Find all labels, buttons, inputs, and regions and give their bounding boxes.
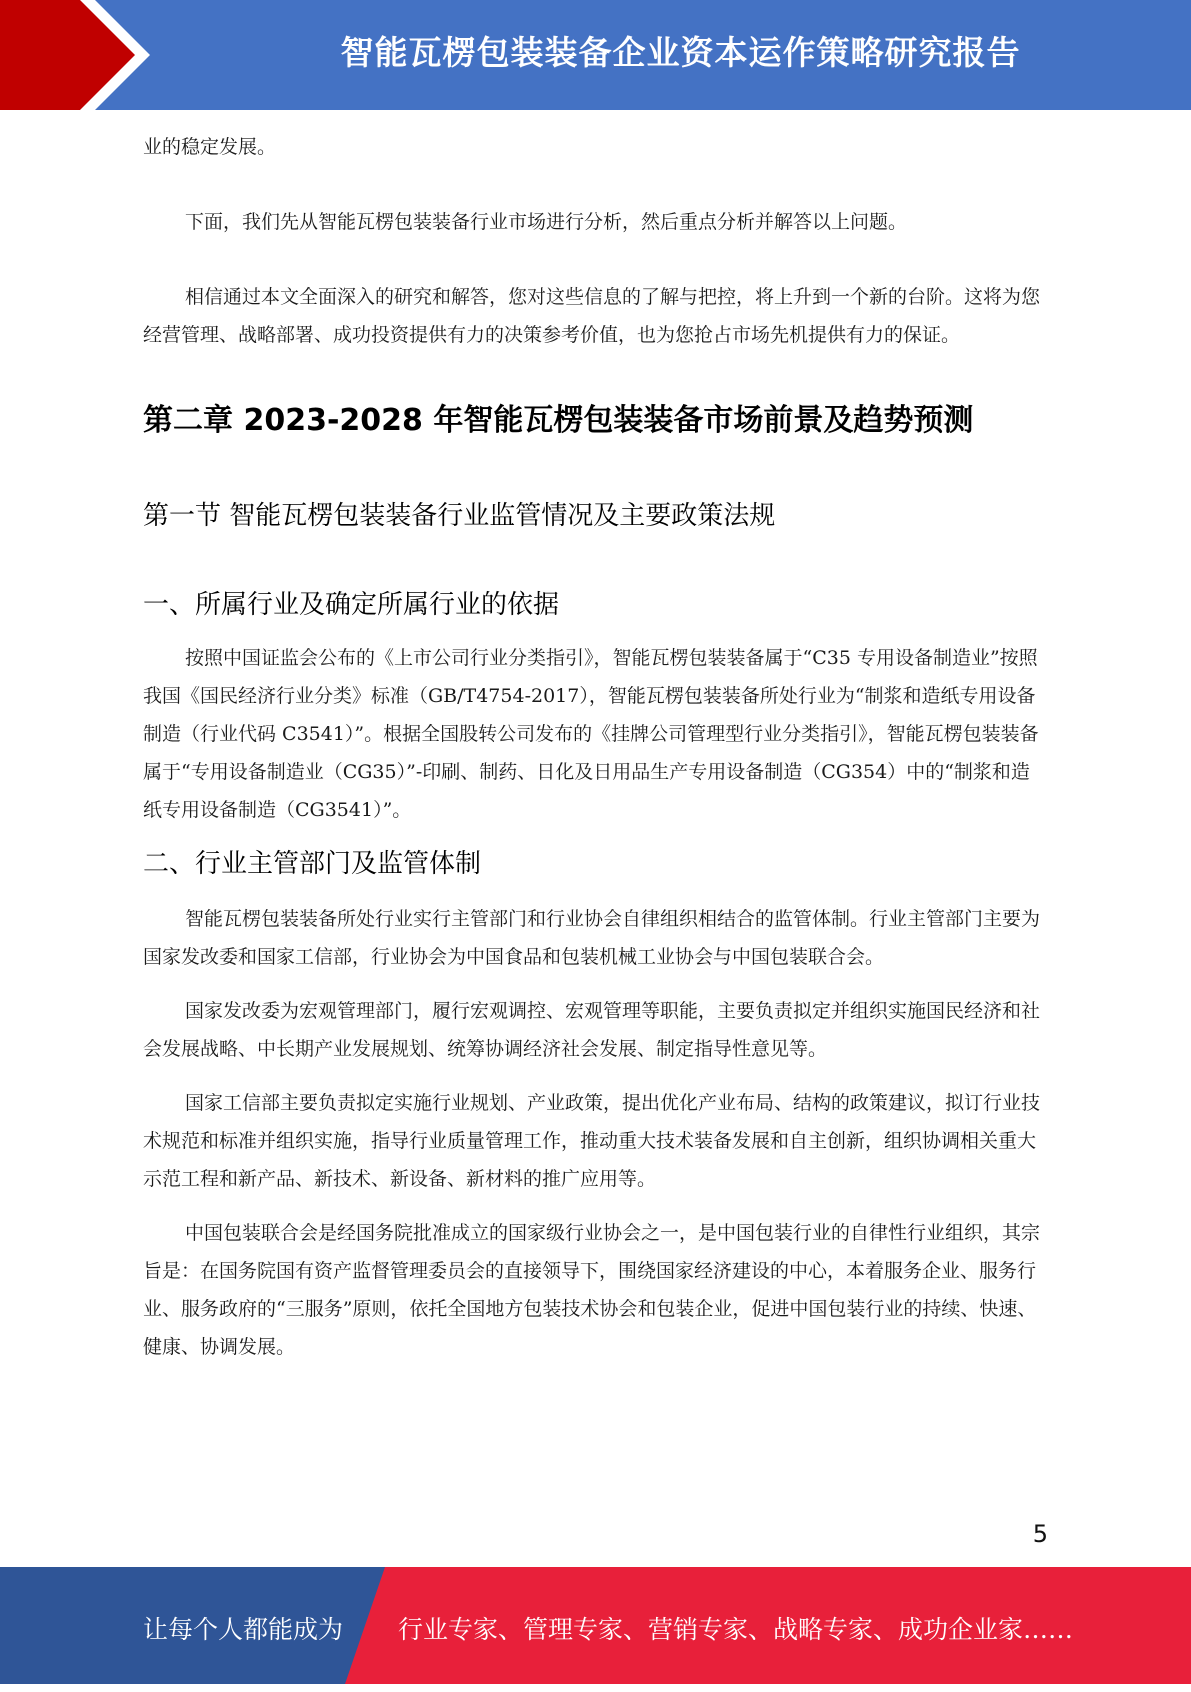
document-body: [143, 128, 1048, 1366]
section-heading: 第一节 智能瓦楞包装装备行业监管情况及主要政策法规: [143, 501, 776, 531]
paragraph: 中国包装联合会是经国务院批准成立的国家级行业协会之一，是中国包装行业的自律性行业组织，其宗旨是：在国务院国有资产监督管理委员会的直接领导下，围绕国家经济建设的中心，本着服务企业、服务行业、服务政府的“三服务”原则，依托全国地方包装技术协会和包装企业，促进中国包装行业的持续、快速、健康、协调发展。: [143, 1222, 1041, 1358]
footer-slogan-right: 行业专家、管理专家、营销专家、战略专家、成功企业家……: [398, 1615, 1074, 1644]
page-header: [0, 0, 1191, 110]
paragraph: 国家发改委为宏观管理部门，履行宏观调控、宏观管理等职能，主要负责拟定并组织实施国民经济和社会发展战略、中长期产业发展规划、统筹协调经济社会发展、制定指导性意见等。: [143, 1000, 1041, 1060]
paragraph: 下面，我们先从智能瓦楞包装装备行业市场进行分析，然后重点分析并解答以上问题。: [185, 211, 908, 233]
paragraph: 相信通过本文全面深入的研究和解答，您对这些信息的了解与把控，将上升到一个新的台阶。这将为您经营管理、战略部署、成功投资提供有力的决策参考价值，也为您抢占市场先机提供有力的保证。: [143, 286, 1041, 346]
page-number: 5: [1032, 1520, 1048, 1548]
chapter-heading: 第二章 2023-2028 年智能瓦楞包装装备市场前景及趋势预测: [143, 403, 974, 438]
paragraph: 按照中国证监会公布的《上市公司行业分类指引》，智能瓦楞包装装备属于“C35 专用设备制造业”按照我国《国民经济行业分类》标准（GB/T4754-2017），智能瓦楞包装装备所处行业为“制浆和造纸专用设备制造（行业代码 C3541）”。根据全国股转公司发布的《挂牌公司管理型行业分类指引》，智能瓦楞包装装备属于“专用设备制造业（CG35）”-印刷、制药、日化及日用品生产专用设备制造（CG354）中的“制浆和造纸专用设备制造（CG3541）”。: [143, 647, 1039, 821]
footer-slogan-left: 让每个人都能成为: [143, 1615, 344, 1644]
paragraph: 国家工信部主要负责拟定实施行业规划、产业政策，提出优化产业布局、结构的政策建议，拟订行业技术规范和标准并组织实施，指导行业质量管理工作，推动重大技术装备发展和自主创新，组织协调相关重大示范工程和新产品、新技术、新设备、新材料的推广应用等。: [143, 1092, 1041, 1190]
paragraph-continuation: 业的稳定发展。: [143, 136, 277, 158]
subsection-heading: 一、所属行业及确定所属行业的依据: [143, 590, 560, 620]
paragraph: 智能瓦楞包装装备所处行业实行主管部门和行业协会自律组织相结合的监管体制。行业主管部门主要为国家发改委和国家工信部，行业协会为中国食品和包装机械工业协会与中国包装联合会。: [143, 908, 1041, 968]
page-footer: [0, 1567, 1191, 1684]
report-title: 智能瓦楞包装装备企业资本运作策略研究报告: [340, 33, 1021, 72]
subsection-heading: 二、行业主管部门及监管体制: [143, 849, 482, 879]
